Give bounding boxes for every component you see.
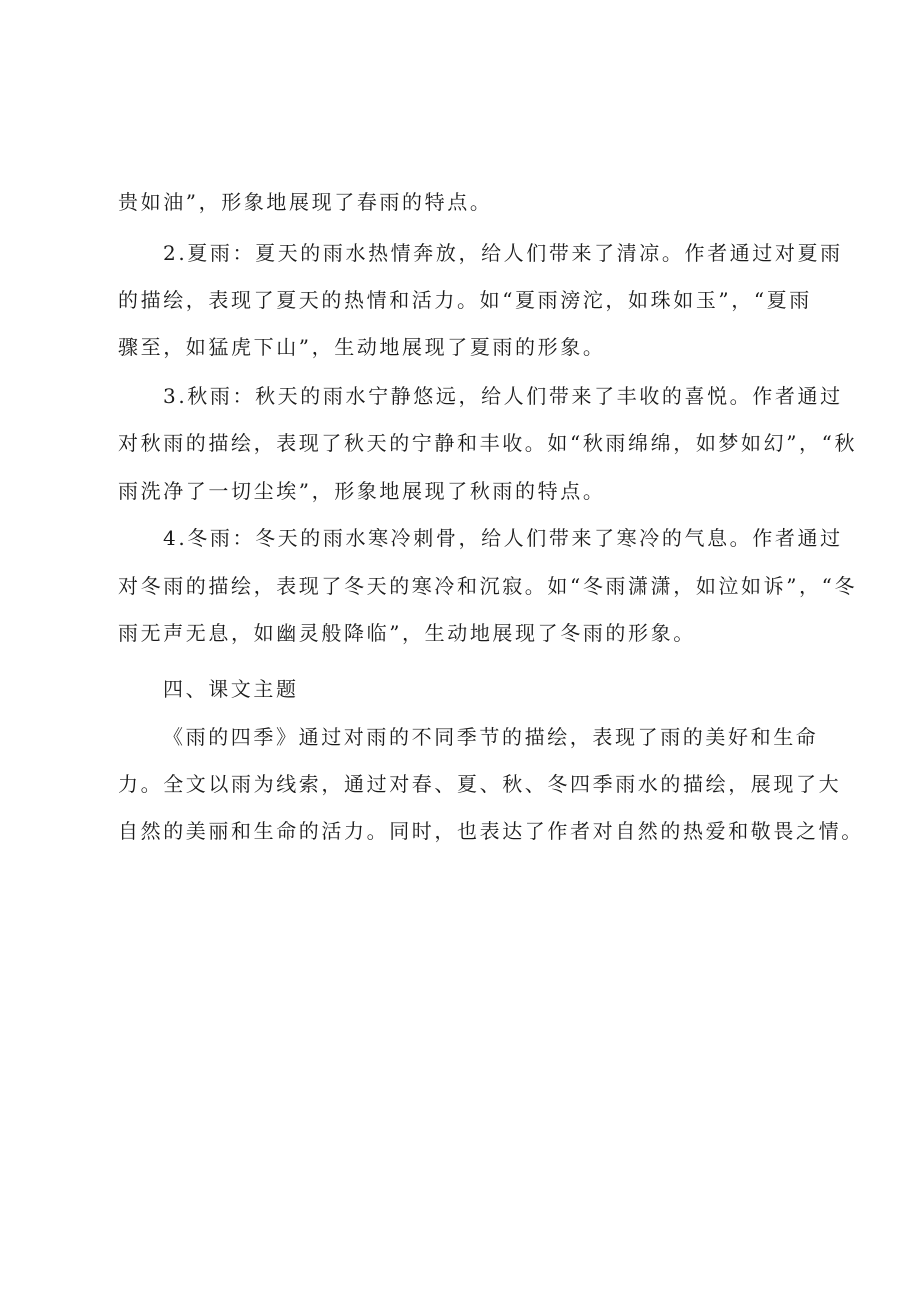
paragraph-autumn-line: 3.秋雨：秋天的雨水宁静悠远，给人们带来了丰收的喜悦。作者通过 [163,384,843,408]
paragraph-autumn-line: 雨洗净了一切尘埃”，形象地展现了秋雨的特点。 [118,479,606,503]
paragraph-theme-line: 《雨的四季》通过对雨的不同季节的描绘，表现了雨的美好和生命 [163,725,819,749]
section-heading: 四、课文主题 [163,677,299,701]
paragraph-summer-line: 的描绘，表现了夏天的热情和活力。如“夏雨滂沱，如珠如玉”，“夏雨 [118,288,812,312]
paragraph-theme-line: 自然的美丽和生命的活力。同时，也表达了作者对自然的热爱和敬畏之情。 [118,819,864,843]
paragraph-autumn-line: 对秋雨的描绘，表现了秋天的宁静和丰收。如“秋雨绵绵，如梦如幻”，“秋 [118,431,858,455]
paragraph-summer-line: 2.夏雨：夏天的雨水热情奔放，给人们带来了清凉。作者通过对夏雨 [163,241,843,265]
paragraph-summer-line: 骤至，如猛虎下山”，生动地展现了夏雨的形象。 [118,335,606,359]
paragraph-theme-line: 力。全文以雨为线索，通过对春、夏、秋、冬四季雨水的描绘，展现了大 [118,772,842,796]
paragraph-winter-line: 雨无声无息，如幽灵般降临”，生动地展现了冬雨的形象。 [118,621,696,645]
paragraph-winter-line: 4.冬雨：冬天的雨水寒冷刺骨，给人们带来了寒冷的气息。作者通过 [163,526,843,550]
paragraph-winter-line: 对冬雨的描绘，表现了冬天的寒冷和沉寂。如“冬雨潇潇，如泣如诉”，“冬 [118,574,858,598]
text-line: 贵如油”，形象地展现了春雨的特点。 [118,190,493,214]
